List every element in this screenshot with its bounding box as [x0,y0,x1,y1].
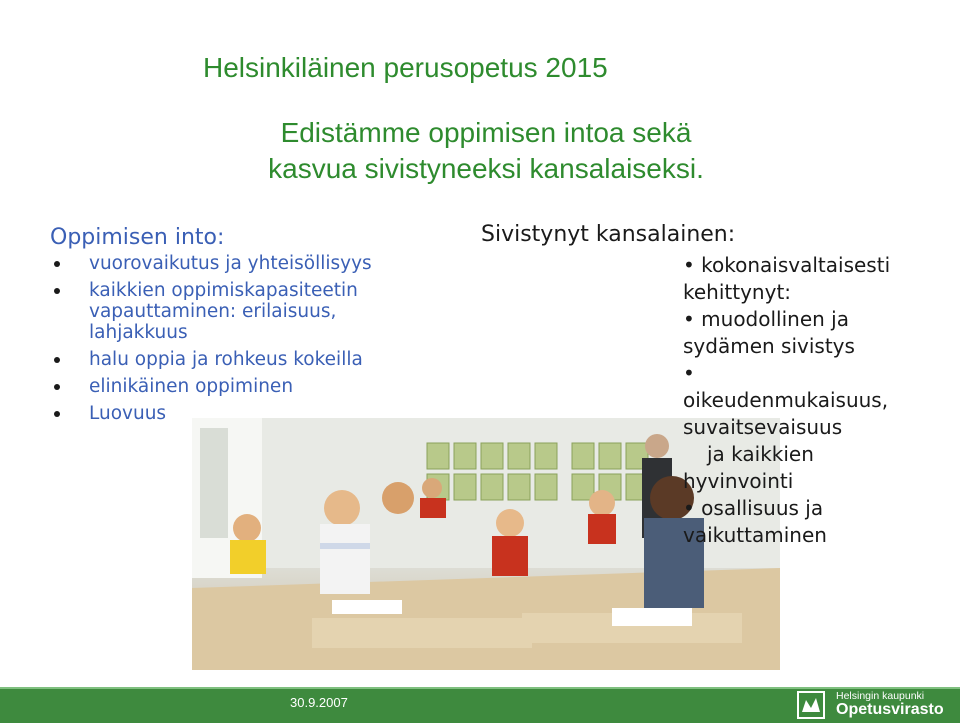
list-item: suvaitsevaisuus [683,415,843,439]
slide-title: Helsinkiläinen perusopetus 2015 [203,52,608,83]
list-item: • muodollinen ja [683,306,953,333]
left-heading: Oppimisen into: [50,225,225,250]
list-item: vuorovaikutus ja yhteisöllisyys [50,253,469,274]
list-item: halu oppia ja rohkeus kokeilla [50,349,469,370]
right-heading: Sivistynyt kansalainen: [481,222,736,247]
org-name: Helsingin kaupunki [836,690,925,702]
subtitle-line-1: Edistämme oppimisen intoa sekä [280,117,692,148]
list-item-empty-bullet [683,360,953,387]
list-item: elinikäinen oppiminen [50,376,469,397]
list-item: ja kaikkien [707,442,814,466]
list-item: vaikuttaminen [683,523,827,547]
left-bullet-list [50,253,469,430]
list-item: kaikkien oppimiskapasiteetin vapauttaminen: erilaisuus, lahjakkuus [50,280,419,343]
helsinki-logo-icon [796,690,826,720]
list-item: oikeudenmukaisuus, [683,388,889,412]
org-department: Opetusvirasto [836,701,944,718]
list-item: hyvinvointi [683,469,794,493]
list-item: kehittynyt: [683,280,792,304]
list-item: • kokonaisvaltaisesti [683,252,953,279]
list-item: Luovuus [50,403,469,424]
footer-date: 30.9.2007 [290,695,348,710]
subtitle-line-2: kasvua sivistyneeksi kansalaiseksi. [268,153,704,184]
list-item: • osallisuus ja [683,495,953,522]
footer-bar [0,687,960,723]
list-item: sydämen sivistys [683,334,855,358]
right-bullet-list [683,252,953,549]
slide-subtitle [176,115,796,187]
